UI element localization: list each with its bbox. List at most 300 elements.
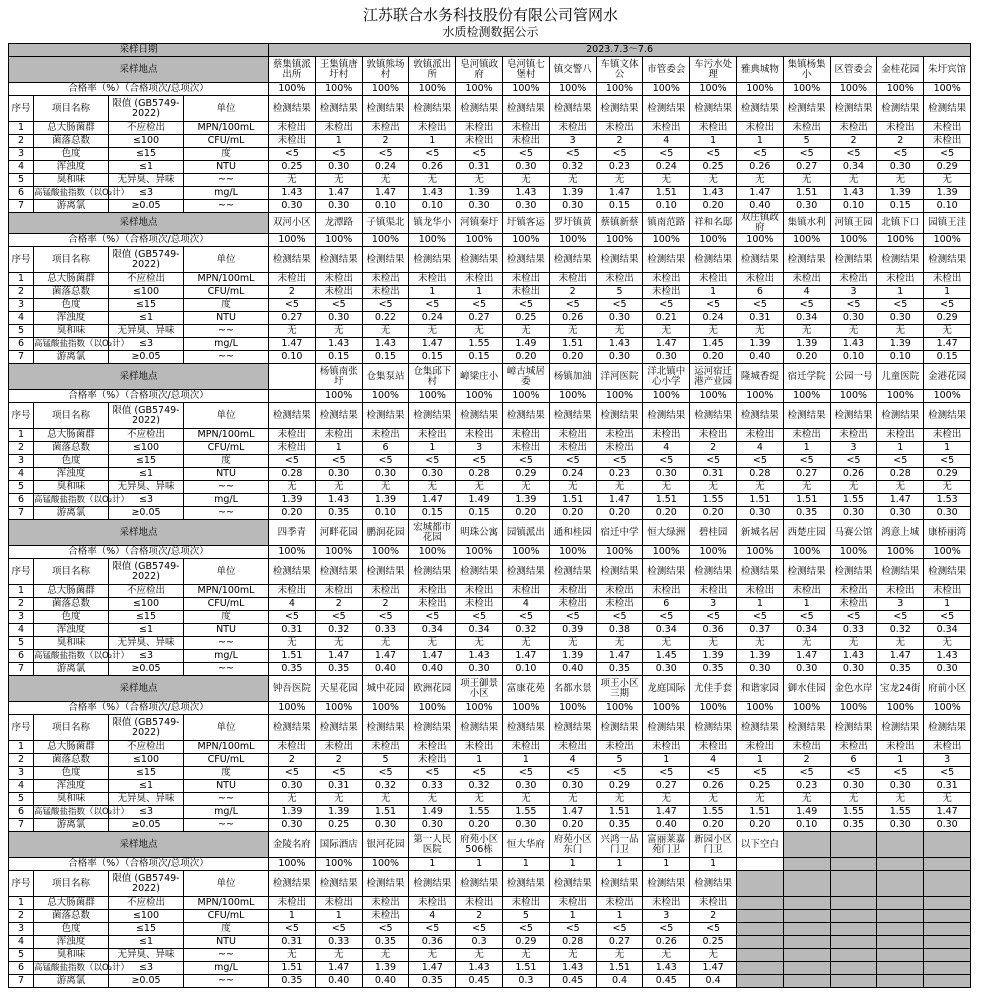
result-header: 检测结果: [456, 559, 503, 585]
result-value: 1: [877, 442, 924, 455]
result-header: 检测结果: [409, 559, 456, 585]
result-value: 无: [830, 637, 877, 650]
result-value: [830, 910, 877, 923]
location-label: 采样地点: [9, 832, 269, 858]
result-value: [924, 949, 971, 962]
result-value: 0.28: [456, 468, 503, 481]
pass-rate-row: [9, 83, 971, 96]
result-value: [783, 910, 830, 923]
item-seq: 7: [9, 351, 34, 364]
result-value: 无: [783, 637, 830, 650]
pass-rate-value: 100%: [643, 546, 690, 559]
result-value: 0.30: [503, 200, 550, 213]
result-value: 未检出: [269, 442, 316, 455]
result-value: <5: [643, 611, 690, 624]
item-row: [9, 122, 971, 135]
pass-rate-value: [783, 858, 830, 871]
result-value: 0.10: [830, 200, 877, 213]
item-unit: mg/L: [184, 650, 269, 663]
result-value: 无: [643, 481, 690, 494]
result-value: 0.35: [783, 507, 830, 520]
result-value: 1: [690, 286, 737, 299]
result-value: 0.36: [409, 936, 456, 949]
result-value: 无: [877, 325, 924, 338]
result-header: 检测结果: [690, 96, 737, 122]
result-value: 0.31: [269, 624, 316, 637]
result-value: 0.26: [549, 312, 596, 325]
item-seq: 4: [9, 161, 34, 174]
result-value: 无: [736, 481, 783, 494]
item-name-header: 项目名称: [34, 247, 109, 273]
result-value: 未检出: [456, 135, 503, 148]
result-value: 0.30: [409, 468, 456, 481]
result-header: 检测结果: [643, 403, 690, 429]
result-value: 无: [456, 174, 503, 187]
result-value: 未检出: [503, 273, 550, 286]
item-unit: mg/L: [184, 962, 269, 975]
location-name: 名都水景: [549, 676, 596, 702]
result-value: 1.43: [503, 187, 550, 200]
location-row: [9, 57, 971, 83]
result-value: [877, 923, 924, 936]
location-name: 河畔花园: [315, 520, 362, 546]
item-limit: ≤15: [109, 299, 184, 312]
result-value: 无: [269, 174, 316, 187]
result-value: 0.30: [269, 819, 316, 832]
item-unit: ~~: [184, 637, 269, 650]
result-value: 未检出: [877, 585, 924, 598]
result-value: 6: [643, 598, 690, 611]
result-value: 0.30: [596, 351, 643, 364]
item-seq: 4: [9, 780, 34, 793]
item-seq: 5: [9, 481, 34, 494]
result-value: 0.20: [690, 351, 737, 364]
location-name: 敦镇熊场村: [362, 57, 409, 83]
result-value: 0.3: [456, 936, 503, 949]
result-value: 未检出: [503, 741, 550, 754]
item-row: [9, 442, 971, 455]
item-limit: 无异臭、异味: [109, 481, 184, 494]
item-row: [9, 897, 971, 910]
item-row: [9, 200, 971, 213]
pass-rate-value: 100%: [549, 546, 596, 559]
item-row: [9, 624, 971, 637]
result-value: <5: [736, 148, 783, 161]
item-seq: 1: [9, 273, 34, 286]
pass-rate-value: 100%: [456, 702, 503, 715]
pass-rate-value: 100%: [877, 702, 924, 715]
pass-rate-value: 100%: [315, 858, 362, 871]
result-value: 未检出: [877, 429, 924, 442]
item-name: 总大肠菌群: [34, 273, 109, 286]
result-value: 1.47: [315, 962, 362, 975]
result-value: 未检出: [269, 122, 316, 135]
result-value: 未检出: [409, 273, 456, 286]
result-value: 1.51: [269, 650, 316, 663]
result-value: 0.24: [549, 468, 596, 481]
result-value: 0.10: [877, 351, 924, 364]
result-value: 0.22: [362, 312, 409, 325]
result-value: 未检出: [456, 741, 503, 754]
result-value: 无: [736, 637, 783, 650]
item-name: 总大肠菌群: [34, 585, 109, 598]
pass-rate-value: 100%: [549, 234, 596, 247]
result-value: 未检出: [503, 122, 550, 135]
location-name: 双河小区: [269, 213, 316, 234]
result-value: 无: [315, 325, 362, 338]
item-row: [9, 962, 971, 975]
result-value: 1.43: [643, 962, 690, 975]
page-subtitle: 水质检测数据公示: [442, 25, 539, 39]
limit-header: 限值 (GB5749-2022): [109, 871, 184, 897]
item-name: 游离氯: [34, 819, 109, 832]
result-value: <5: [549, 923, 596, 936]
result-value: 0.30: [549, 200, 596, 213]
result-value: 0.30: [924, 507, 971, 520]
result-value: 0.27: [456, 312, 503, 325]
item-unit: MPN/100mL: [184, 897, 269, 910]
item-name: 色度: [34, 148, 109, 161]
item-seq: 3: [9, 148, 34, 161]
location-row: [9, 676, 971, 702]
result-header: 检测结果: [830, 96, 877, 122]
result-value: 未检出: [596, 442, 643, 455]
result-value: 0.20: [549, 507, 596, 520]
result-value: 无: [596, 481, 643, 494]
location-name: 蔡集镇派出所: [269, 57, 316, 83]
result-value: 未检出: [315, 429, 362, 442]
result-value: 1: [877, 286, 924, 299]
pass-rate-value: 100%: [690, 546, 737, 559]
item-limit: ≥0.05: [109, 663, 184, 676]
result-header: 检测结果: [690, 403, 737, 429]
result-value: 无: [877, 793, 924, 806]
result-value: <5: [877, 455, 924, 468]
location-name: 宿迁中学: [596, 520, 643, 546]
result-header: 检测结果: [830, 559, 877, 585]
location-name: 圩镇客运: [503, 213, 550, 234]
item-limit: 无异臭、异味: [109, 949, 184, 962]
result-value: 2: [269, 754, 316, 767]
item-limit: ≤3: [109, 650, 184, 663]
result-value: <5: [456, 148, 503, 161]
result-value: 0.35: [362, 936, 409, 949]
result-value: 无: [736, 174, 783, 187]
location-name: 龙潭路: [315, 213, 362, 234]
result-value: 3: [643, 910, 690, 923]
location-name: 敦镇派出所: [409, 57, 456, 83]
result-header: [877, 871, 924, 897]
result-header: 检测结果: [503, 715, 550, 741]
result-value: <5: [362, 148, 409, 161]
pass-rate-value: 100%: [877, 234, 924, 247]
result-value: 0.30: [830, 663, 877, 676]
pass-rate-value: 1: [503, 858, 550, 871]
result-value: 未检出: [315, 897, 362, 910]
item-seq: 7: [9, 200, 34, 213]
result-value: 1.55: [503, 806, 550, 819]
location-name: 洋河医院: [596, 364, 643, 390]
result-value: <5: [877, 148, 924, 161]
pass-rate-value: 100%: [830, 702, 877, 715]
pass-rate-label: 合格率（%）（合格项次/总项次）: [9, 390, 269, 403]
result-value: 1.47: [269, 338, 316, 351]
result-value: 0.45: [549, 975, 596, 988]
result-value: 无: [830, 793, 877, 806]
result-value: 未检出: [830, 598, 877, 611]
result-value: <5: [596, 148, 643, 161]
item-limit: 不应检出: [109, 897, 184, 910]
result-value: 无: [549, 637, 596, 650]
result-value: 1.47: [409, 650, 456, 663]
location-name: 嶂古城居委: [503, 364, 550, 390]
result-header: 检测结果: [596, 871, 643, 897]
item-name: 臭和味: [34, 174, 109, 187]
item-name: 菌落总数: [34, 910, 109, 923]
seq-header: 序号: [9, 715, 34, 741]
item-name: 浑浊度: [34, 780, 109, 793]
item-unit: 度: [184, 923, 269, 936]
location-name: 蔡镇新蔡: [596, 213, 643, 234]
result-value: 0.15: [315, 351, 362, 364]
limit-header: 限值 (GB5749-2022): [109, 247, 184, 273]
item-row: [9, 819, 971, 832]
pass-rate-value: 100%: [362, 702, 409, 715]
result-value: <5: [503, 767, 550, 780]
result-value: 1.51: [736, 806, 783, 819]
item-unit: 度: [184, 148, 269, 161]
result-header: [783, 871, 830, 897]
result-value: 1: [783, 598, 830, 611]
item-seq: 2: [9, 910, 34, 923]
item-seq: 7: [9, 507, 34, 520]
item-unit: MPN/100mL: [184, 429, 269, 442]
page-title: 江苏联合水务科技股份有限公司管网水: [362, 6, 618, 24]
result-value: 无: [549, 325, 596, 338]
result-value: 0.31: [924, 780, 971, 793]
result-value: [877, 975, 924, 988]
result-value: 0.30: [503, 819, 550, 832]
item-name: 游离氯: [34, 975, 109, 988]
result-value: 1.47: [877, 650, 924, 663]
result-value: <5: [830, 299, 877, 312]
result-value: 1: [409, 135, 456, 148]
result-value: 1.39: [549, 650, 596, 663]
result-value: 0.20: [596, 507, 643, 520]
result-value: <5: [830, 455, 877, 468]
result-header: 检测结果: [362, 871, 409, 897]
result-value: 1: [643, 754, 690, 767]
result-value: [830, 962, 877, 975]
item-unit: MPN/100mL: [184, 122, 269, 135]
result-header: 检测结果: [549, 871, 596, 897]
result-value: 未检出: [362, 286, 409, 299]
result-value: <5: [456, 455, 503, 468]
result-value: 无: [456, 637, 503, 650]
location-name: 御水佳园: [783, 676, 830, 702]
result-value: 未检出: [643, 741, 690, 754]
result-value: [736, 949, 783, 962]
location-name: 隆城香缇: [736, 364, 783, 390]
result-value: 1.55: [830, 806, 877, 819]
location-name: 市管委会: [643, 57, 690, 83]
item-limit: ≤3: [109, 338, 184, 351]
item-limit: ≤1: [109, 468, 184, 481]
item-unit: 度: [184, 767, 269, 780]
result-value: [736, 975, 783, 988]
result-value: <5: [643, 299, 690, 312]
result-value: 1: [315, 442, 362, 455]
item-name: 浑浊度: [34, 161, 109, 174]
result-value: 1.39: [877, 187, 924, 200]
result-header: 检测结果: [643, 871, 690, 897]
item-limit: ≤1: [109, 312, 184, 325]
item-seq: 4: [9, 312, 34, 325]
location-name: 新园小区门卫: [690, 832, 737, 858]
result-value: 无: [549, 174, 596, 187]
result-header: 检测结果: [736, 247, 783, 273]
item-seq: 2: [9, 598, 34, 611]
item-row: [9, 429, 971, 442]
item-name: 浑浊度: [34, 312, 109, 325]
result-value: 无: [362, 481, 409, 494]
item-limit: ≥0.05: [109, 507, 184, 520]
item-limit: ≤100: [109, 754, 184, 767]
result-value: 4: [783, 286, 830, 299]
result-value: 5: [783, 135, 830, 148]
item-row: [9, 936, 971, 949]
item-row: [9, 598, 971, 611]
result-value: 无: [456, 949, 503, 962]
result-value: 未检出: [783, 585, 830, 598]
result-value: 无: [409, 793, 456, 806]
result-value: 无: [269, 793, 316, 806]
result-value: 未检出: [315, 286, 362, 299]
location-name: 马赛公馆: [830, 520, 877, 546]
location-name: 项王御景小区: [456, 676, 503, 702]
location-name: 河镇王园: [830, 213, 877, 234]
pass-rate-value: 1: [690, 858, 737, 871]
result-value: 0.30: [877, 161, 924, 174]
item-seq: 3: [9, 923, 34, 936]
pass-rate-value: 100%: [877, 83, 924, 96]
pass-rate-value: [830, 858, 877, 871]
item-name: 高锰酸盐指数（以O₂计）: [34, 963, 130, 973]
result-value: 0.10: [783, 819, 830, 832]
result-value: 未检出: [830, 273, 877, 286]
item-row: [9, 611, 971, 624]
pass-rate-value: 100%: [924, 390, 971, 403]
result-value: 未检出: [503, 286, 550, 299]
pass-rate-label: 合格率（%）（合格项次/总项次）: [9, 546, 269, 559]
result-value: <5: [596, 455, 643, 468]
result-value: 未检出: [924, 273, 971, 286]
result-value: [736, 923, 783, 936]
pass-rate-value: 100%: [736, 702, 783, 715]
result-value: 6: [362, 442, 409, 455]
result-header: 检测结果: [783, 559, 830, 585]
location-name: 鹏润花园: [362, 520, 409, 546]
result-value: 0.20: [736, 819, 783, 832]
location-label: 采样地点: [9, 213, 269, 234]
result-value: 0.30: [830, 780, 877, 793]
result-value: 1.55: [690, 494, 737, 507]
result-value: 0.27: [269, 312, 316, 325]
result-header: 检测结果: [596, 559, 643, 585]
result-value: 无: [596, 793, 643, 806]
result-value: 1: [549, 910, 596, 923]
location-name: [830, 832, 877, 858]
result-value: 6: [830, 754, 877, 767]
result-value: 无: [830, 325, 877, 338]
result-header: 检测结果: [690, 871, 737, 897]
result-value: 1.39: [456, 187, 503, 200]
result-value: 0.15: [877, 200, 924, 213]
pass-rate-value: 100%: [362, 390, 409, 403]
item-name: 高锰酸盐指数（以O₂计）: [34, 807, 130, 817]
result-value: 1: [269, 910, 316, 923]
item-unit: ~~: [184, 481, 269, 494]
result-value: 无: [549, 949, 596, 962]
result-value: 无: [456, 325, 503, 338]
result-value: 5: [596, 754, 643, 767]
result-value: <5: [315, 611, 362, 624]
pass-rate-value: 100%: [924, 83, 971, 96]
unit-header: 单位: [184, 247, 269, 273]
result-value: 1.43: [315, 338, 362, 351]
item-unit: NTU: [184, 468, 269, 481]
result-value: 未检出: [643, 897, 690, 910]
item-seq: 1: [9, 122, 34, 135]
item-limit: ≤100: [109, 286, 184, 299]
item-limit: 无异臭、异味: [109, 325, 184, 338]
result-value: 未检出: [596, 897, 643, 910]
result-value: 未检出: [549, 442, 596, 455]
item-limit: ≥0.05: [109, 819, 184, 832]
result-value: 0.30: [456, 663, 503, 676]
result-value: 未检出: [783, 122, 830, 135]
result-value: 0.28: [736, 468, 783, 481]
limit-header: 限值 (GB5749-2022): [109, 403, 184, 429]
pass-rate-value: 100%: [924, 546, 971, 559]
pass-rate-value: 100%: [269, 546, 316, 559]
result-value: 无: [315, 174, 362, 187]
result-value: <5: [830, 148, 877, 161]
pass-rate-row: [9, 702, 971, 715]
result-value: <5: [643, 923, 690, 936]
result-value: 0.30: [736, 663, 783, 676]
result-value: 无: [924, 637, 971, 650]
result-value: 2: [269, 286, 316, 299]
location-name: 钟吾医院: [269, 676, 316, 702]
item-seq: 6: [9, 806, 34, 819]
result-value: 0.45: [456, 975, 503, 988]
result-value: 无: [269, 325, 316, 338]
result-value: 无: [503, 481, 550, 494]
pass-rate-value: 100%: [409, 702, 456, 715]
result-value: <5: [362, 767, 409, 780]
result-value: 未检出: [783, 273, 830, 286]
item-row: [9, 494, 971, 507]
result-value: 1: [736, 598, 783, 611]
seq-header: 序号: [9, 559, 34, 585]
result-header: 检测结果: [596, 96, 643, 122]
result-value: 无: [783, 793, 830, 806]
pass-rate-value: 100%: [736, 390, 783, 403]
result-value: 0.30: [315, 312, 362, 325]
result-header: 检测结果: [269, 559, 316, 585]
result-value: 0.29: [924, 468, 971, 481]
